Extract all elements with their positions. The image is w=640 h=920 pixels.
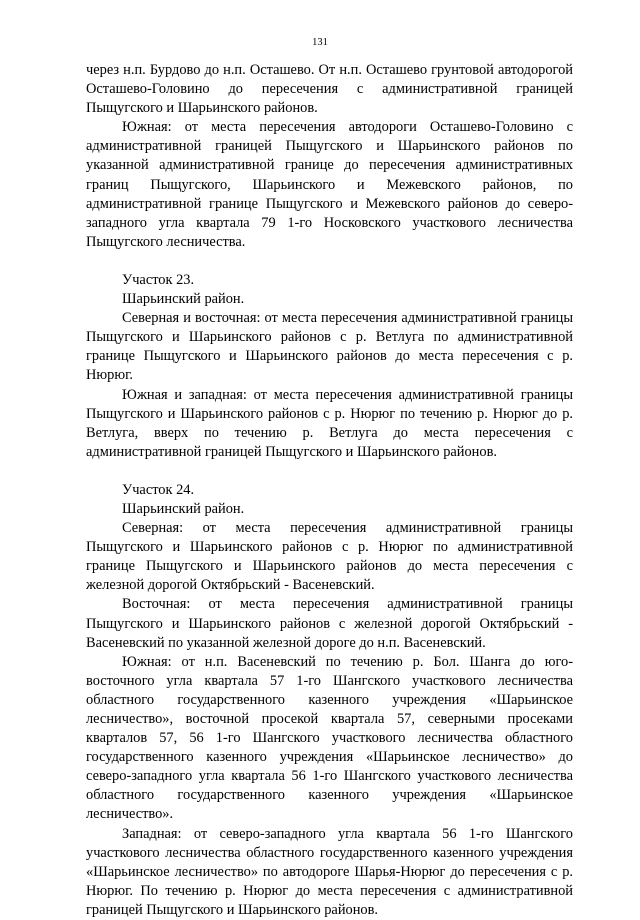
paragraph-gap (86, 462, 573, 481)
paragraph: Южная: от н.п. Васеневский по течению р. Бол. Шанга до юго-восточного угла квартала 57 1-го Шангского участкового лесничества областного государственного казенного учреждения «Шарьинское лесничество», восточной просекой квартала 57, северными просеками кварталов 57, 56 1-го Шангского участкового лесничества областного государственного казенного учреждения «Шарьинское лесничество» до северо-западного угла квартала 56 1-го Шангского участкового лесничества областного государственного казенного учреждения «Шарьинское лесничество». (86, 653, 573, 823)
paragraph: Южная и западная: от места пересечения административной границы Пыщугского и Шарьинского районов с р. Нюрюг по течению р. Нюрюг до р. Ветлуга, вверх по течению р. Ветлуга до места пересечения с административной границей Пыщугского и Шарьинского районов. (86, 386, 573, 460)
paragraph: Шарьинский район. (122, 291, 245, 308)
paragraph: Участок 23. (122, 271, 195, 288)
paragraph: Шарьинский район. (122, 500, 245, 517)
document-body (86, 61, 573, 920)
paragraph: через н.п. Бурдово до н.п. Осташево. От н.п. Осташево грунтовой автодорогой Осташево-Головино до пересечения с административной границей Пыщугского и Шарьинского районов. (86, 62, 573, 117)
paragraph: Северная: от места пересечения административной границы Пыщугского и Шарьинского районов с р. Нюрюг по административной границе Пыщугского и Шарьинского районов до места пересечения с железной дорогой Октябрьский - Васеневский. (86, 520, 573, 594)
page-number: 131 (312, 37, 328, 48)
paragraph: Восточная: от места пересечения административной границы Пыщугского и Шарьинского районов с железной дорогой Октябрьский - Васеневский по указанной железной дороге до н.п. Васеневский. (86, 596, 573, 651)
paragraph: Западная: от северо-западного угла квартала 56 1-го Шангского участкового лесничества областного государственного казенного учреждения «Шарьинское лесничество» по автодороге Шарья-Нюрюг до пересечения с р. Нюрюг. По течению р. Нюрюг до места пересечения с административной границей Пыщугского и Шарьинского районов. (86, 825, 573, 918)
paragraph: Южная: от места пересечения автодороги Осташево-Головино с административной границей Пыщугского и Шарьинского районов по указанной административной границе до пересечения административных границ Пыщугского, Шарьинского и Межевского районов, по административной границе Пыщугского и Межевского районов до северо-западного угла квартала 79 1-го Носковского участкового лесничества Пыщугского лесничества. (86, 119, 573, 250)
paragraph: Северная и восточная: от места пересечения административной границы Пыщугского и Шарьинского районов с р. Ветлуга по административной границе Пыщугского и Шарьинского районов до места пересечения с р. Нюрюг. (86, 310, 573, 384)
paragraph-gap (86, 252, 573, 271)
paragraph: Участок 24. (122, 481, 195, 498)
